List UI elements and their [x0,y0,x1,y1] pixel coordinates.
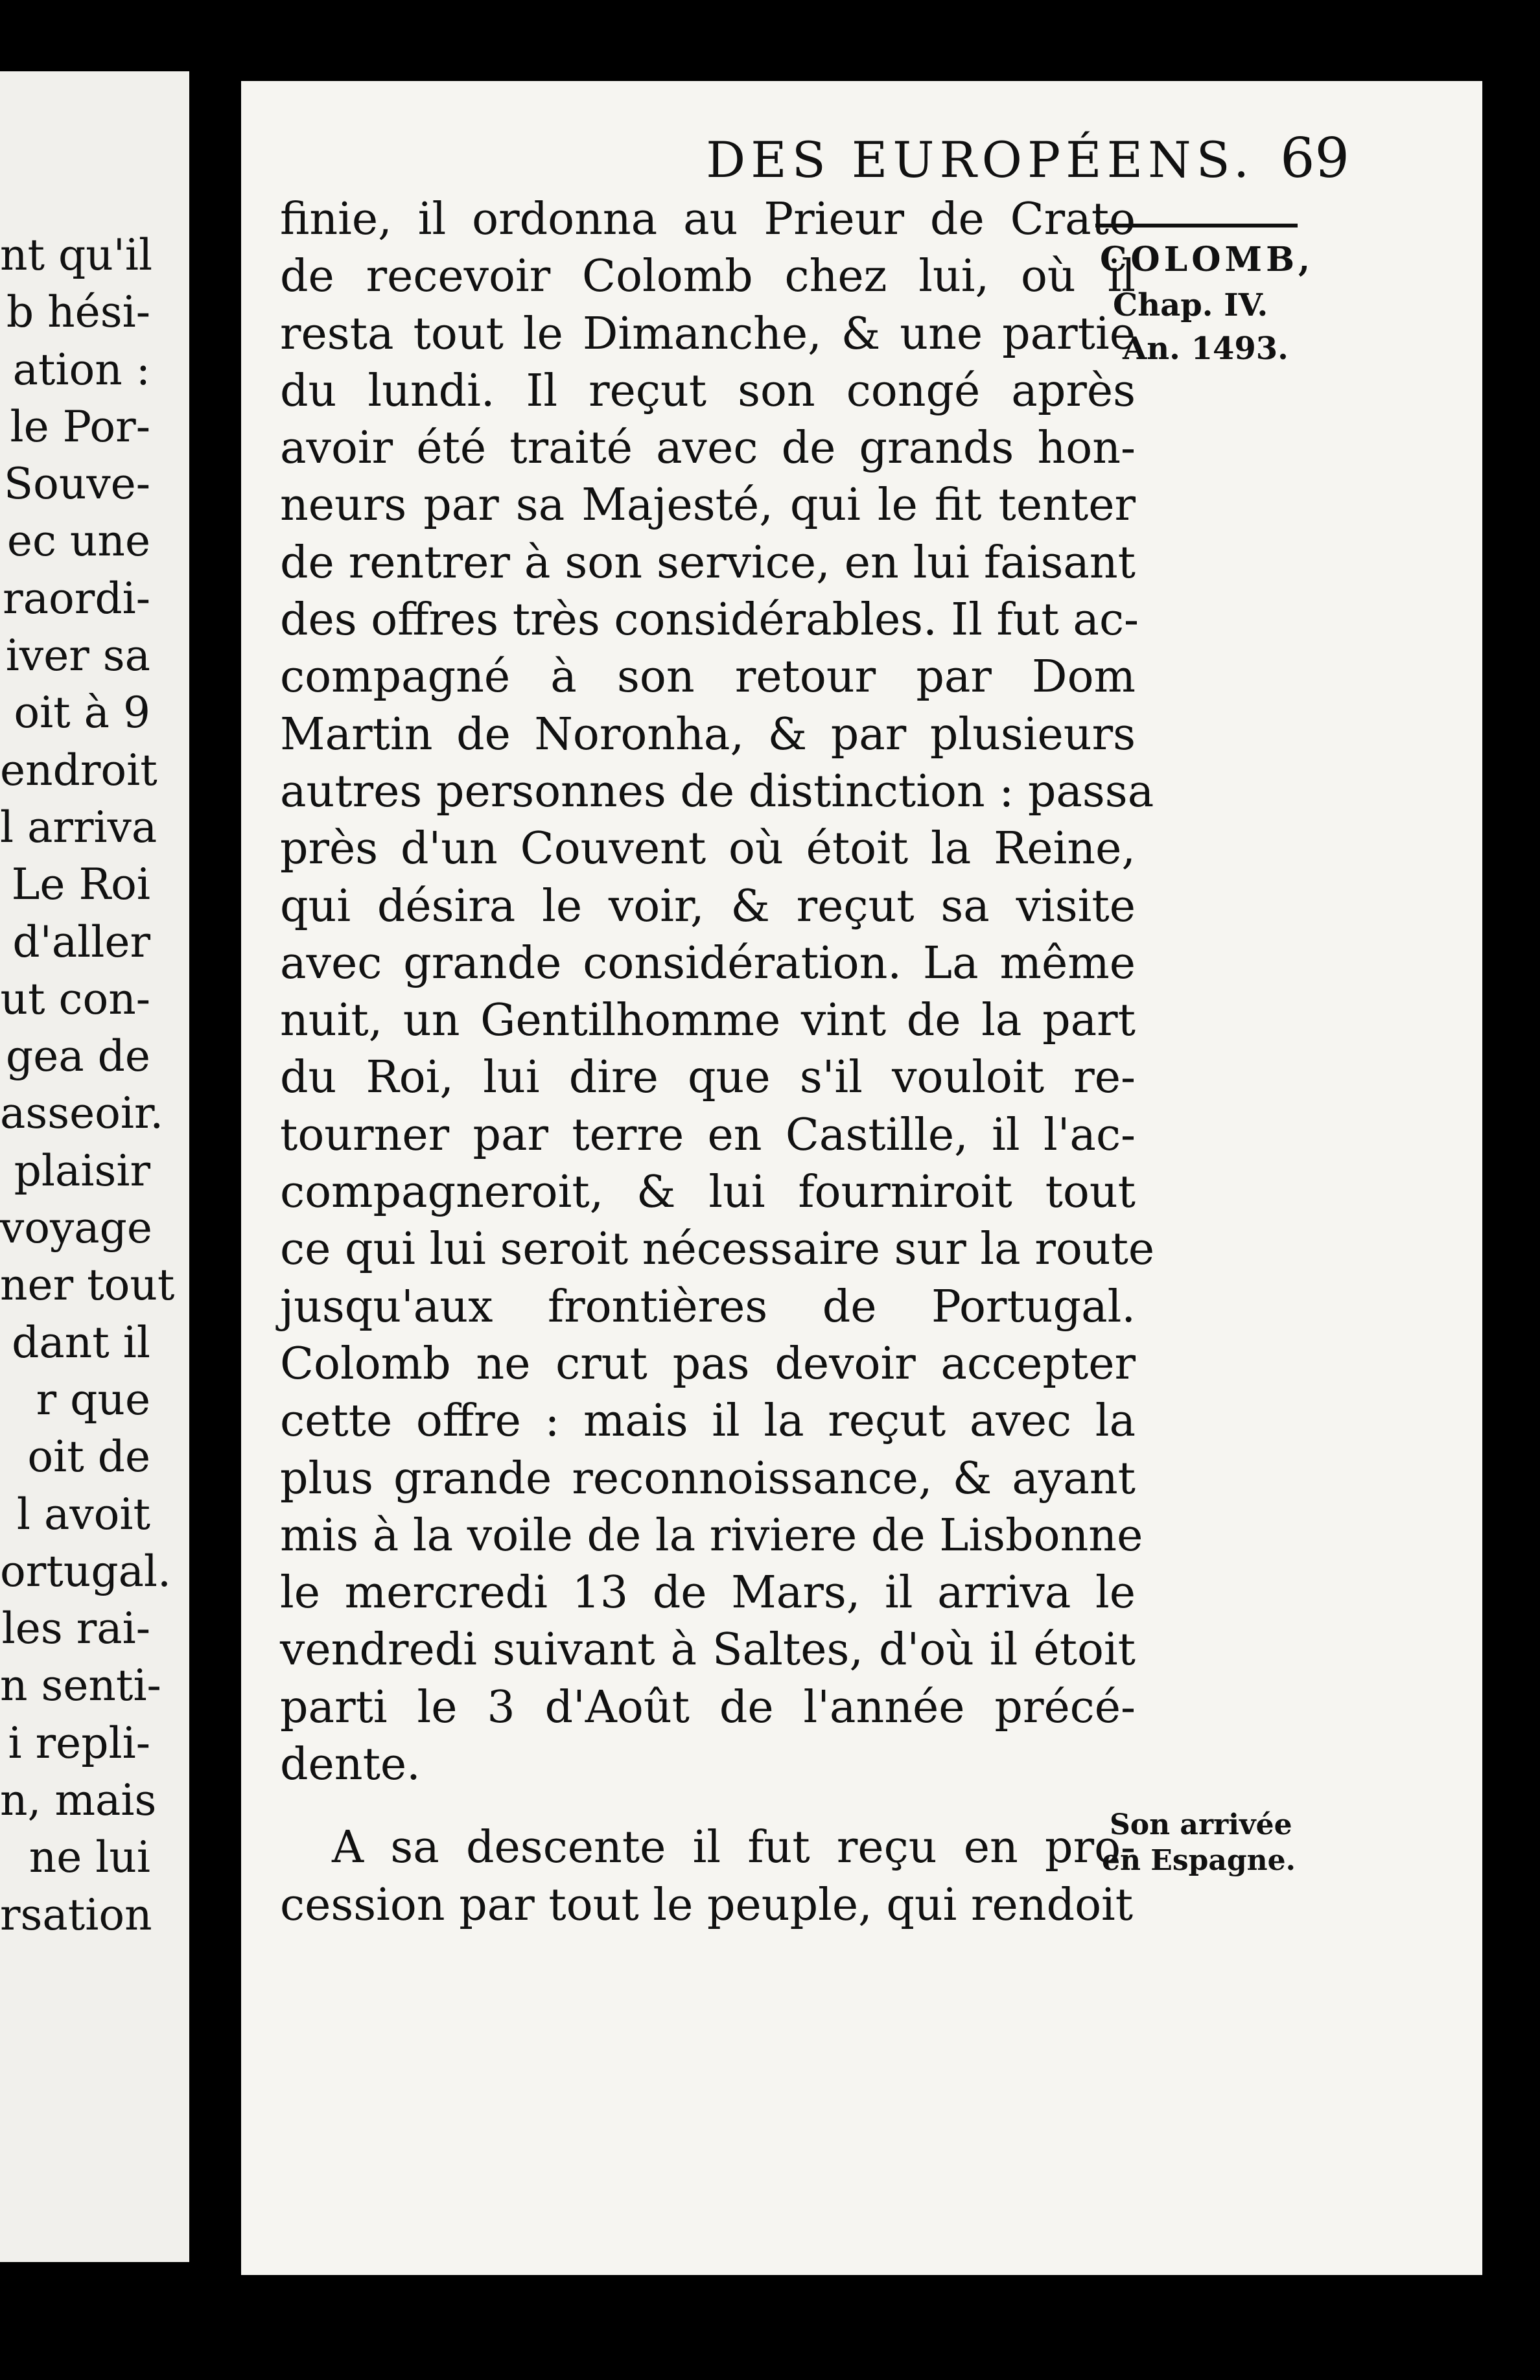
text-line: avec grande considération. La même [280,937,1136,989]
left-page-line: nt qu'il [0,230,153,280]
left-page-line: ation : [12,344,150,395]
text-line: près d'un Couvent où étoit la Reine, [280,823,1136,875]
text-line: autres personnes de distinction : passa [280,765,1154,817]
text-line: parti le 3 d'Août de l'année précé- [280,1681,1136,1733]
margin-note-son-arrivee: Son arrivée [1110,1808,1292,1841]
book-gutter [189,0,241,2380]
left-page-line: endroit [0,745,158,795]
page-number: 69 [1280,126,1349,190]
left-page-line: ner tout [0,1260,175,1311]
running-head-title: DES EUROPÉENS. [706,131,1255,189]
text-line: compagneroit, & lui fourniroit tout [280,1167,1136,1219]
text-line: resta tout le Dimanche, & une partie [280,308,1136,360]
left-page-line: oit de [27,1432,150,1482]
scan-border-right [1482,0,1540,2380]
left-page-line: dant il [12,1317,150,1368]
left-page-line: ec une [6,516,150,566]
text-line: finie, il ordonna au Prieur de Crato [280,194,1136,245]
text-line: compagné à son retour par Dom [280,651,1136,703]
margin-note-en-espagne: en Espagne. [1102,1844,1296,1877]
text-line: du lundi. Il reçut son congé après [280,365,1136,417]
margin-note-chapter: Chap. IV. [1113,287,1268,323]
text-line: tourner par terre en Castille, il l'ac- [280,1109,1136,1161]
left-page-line: voyage [0,1203,152,1254]
left-page-line: n senti- [0,1661,161,1711]
left-page-line: b hési- [6,287,150,338]
text-line: cette offre : mais il la reçut avec la [280,1395,1136,1447]
text-line: le mercredi 13 de Mars, il arriva le [280,1567,1136,1619]
left-page-line: i repli- [8,1718,150,1768]
left-page-line: r que [36,1374,150,1425]
left-page-line: iver sa [5,631,150,681]
left-page-line: les rai- [1,1604,150,1654]
text-line: des offres très considérables. Il fut ac- [280,594,1139,646]
running-head [390,126,1349,190]
text-line: du Roi, lui dire que s'il vouloit re- [280,1052,1136,1104]
left-page-line: ne lui [29,1832,150,1883]
left-facing-page [0,71,189,2262]
body-text [280,191,1155,1934]
margin-note-year: An. 1493. [1123,331,1289,367]
text-line: dente. [280,1739,421,1791]
text-line: nuit, un Gentilhomme vint de la part [280,995,1136,1047]
margin-note-colomb: COLOMB, [1100,240,1314,279]
left-page-line: ortugal. [0,1546,171,1596]
left-page-text [0,227,189,1944]
text-line: Martin de Noronha, & par plusieurs [280,708,1136,760]
left-page-line: Le Roi [11,859,150,910]
left-page-line: gea de [6,1031,150,1082]
scan-border-bottom [0,2275,1540,2380]
left-page-line: plaisir [14,1145,150,1196]
text-line: avoir été traité avec de grands hon- [280,423,1136,474]
page-69 [241,81,1482,2275]
left-page-line: n, mais [0,1775,157,1826]
left-page-line: le Por- [10,401,150,452]
left-page-line: asseoir. [0,1088,164,1139]
text-line: vendredi suivant à Saltes, d'où il étoit [280,1624,1136,1676]
left-page-line: ut con- [0,974,150,1024]
text-line: cession par tout le peuple, qui rendoit [280,1879,1134,1931]
left-page-line: Souve- [3,459,150,509]
left-page-line: raordi- [3,573,150,624]
left-page-line: l avoit [16,1489,150,1539]
left-page-line: oit à 9 [14,688,150,738]
text-line: A sa descente il fut reçu en pro- [332,1822,1136,1874]
text-line: de rentrer à son service, en lui faisant [280,537,1136,589]
left-page-line: d'aller [12,916,150,967]
left-page-line: l arriva [0,802,158,852]
text-line: Colomb ne crut pas devoir accepter [280,1338,1136,1390]
text-line: ce qui lui seroit nécessaire sur la route [280,1224,1155,1276]
text-line: de recevoir Colomb chez lui, où il [280,251,1136,303]
text-line: neurs par sa Majesté, qui le fit tenter [280,480,1136,531]
text-line: plus grande reconnoissance, & ayant [280,1452,1136,1504]
text-line: mis à la voile de la riviere de Lisbonne [280,1510,1143,1561]
text-line: jusqu'aux frontières de Portugal. [280,1281,1136,1333]
text-line: qui désira le voir, & reçut sa visite [280,880,1136,932]
left-page-line: rsation [0,1889,152,1940]
paragraph-gap [280,1793,1136,1819]
